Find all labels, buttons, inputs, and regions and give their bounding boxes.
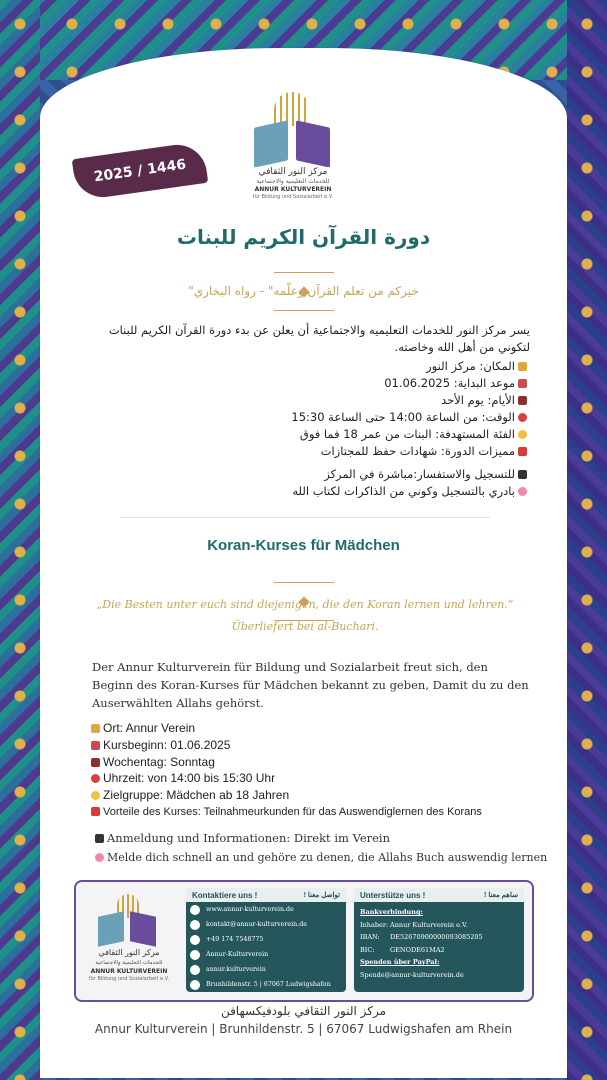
contact-header-de: Kontaktiere uns ! xyxy=(192,890,258,900)
list-item: الوقت: من الساعة 14:00 حتى الساعة 15:30 xyxy=(80,409,530,426)
bic-label: BIC: xyxy=(360,945,375,954)
ornament-divider xyxy=(270,262,338,272)
list-item: Melde dich schnell an und gehöre zu denen, die Allahs Buch auswendig lernen xyxy=(92,848,552,868)
sun-rays-icon xyxy=(274,92,310,126)
arabic-intro: يسر مركز النور للخدمات التعليميه والاجتماعية أن يعلن عن بدء دورة القرآن الكريم للبنات لتكوني من أهل الله وخاصته. xyxy=(108,323,530,354)
section-divider xyxy=(120,517,490,518)
list-item: للتسجيل والاستفسار:مباشرة في المركز xyxy=(80,466,530,483)
logo-arabic-sub: للخدمات التعليمية والاجتماعية xyxy=(256,178,330,185)
phone-icon xyxy=(518,470,527,479)
house-icon xyxy=(91,724,100,733)
list-item: Zielgruppe: Mädchen ab 18 Jahren xyxy=(88,787,548,804)
contact-address: Brunhildenstr. 5 | 67067 Ludwigshafen xyxy=(186,977,346,992)
iban-value: DE52670900000093085205 xyxy=(390,933,483,941)
bank-heading: Bankverbindung: xyxy=(360,908,423,916)
contact-email[interactable]: kontakt@annur-kulturverein.de xyxy=(186,917,346,932)
person-icon xyxy=(91,791,100,800)
year-ribbon: 2025 / 1446 xyxy=(72,141,209,201)
card-logo-sub: für Bildung und Sozialarbeit e.V. xyxy=(88,976,170,982)
german-quote-source: Überliefert bei al-Buchari. xyxy=(231,620,379,633)
phone-icon xyxy=(190,935,200,945)
paypal-heading: Spenden über PayPal: xyxy=(360,958,440,966)
arabic-details-list xyxy=(80,358,530,460)
german-details-list xyxy=(88,720,548,821)
contact-header xyxy=(186,888,346,902)
calendar-icon xyxy=(518,379,527,388)
mosaic-right-border xyxy=(567,0,607,1080)
contact-header-ar: تواصل معنا ! xyxy=(303,892,340,899)
card-logo-arabic: مركز النور الثقافي xyxy=(98,948,160,957)
house-icon xyxy=(518,362,527,371)
contact-phone[interactable]: +49 174 7548775 xyxy=(186,932,346,947)
logo-org-sub: für Bildung und Sozialarbeit e.V. xyxy=(252,194,334,200)
instagram-icon xyxy=(190,965,200,975)
clock-icon xyxy=(91,774,100,783)
location-icon xyxy=(190,980,200,990)
support-header-de: Unterstütze uns ! xyxy=(360,890,426,900)
support-header-ar: ساهم معنا ! xyxy=(484,892,518,899)
list-item: المكان: مركز النور xyxy=(80,358,530,375)
flower-icon xyxy=(95,853,104,862)
list-item: Kursbeginn: 01.06.2025 xyxy=(88,737,548,754)
card-logo-name: ANNUR KULTURVEREIN xyxy=(90,968,168,975)
contact-column xyxy=(186,888,346,992)
contact-website[interactable]: www.annur-kulturverein.de xyxy=(186,902,346,917)
list-item: Anmeldung und Informationen: Direkt im Verein xyxy=(92,828,552,848)
pin-icon xyxy=(518,447,527,456)
german-quote-line: „Die Besten unter euch sind diejenigen, die den Koran lernen und lehren.“ xyxy=(96,598,514,611)
support-column xyxy=(354,888,524,992)
list-item: بادري بالتسجيل وكوني من الذاكرات لكتاب الله xyxy=(80,483,530,500)
list-item: الفئة المستهدفة: البنات من عمر 18 فما فوق xyxy=(80,426,530,443)
web-icon xyxy=(190,905,200,915)
list-item: الأيام: يوم الأحد xyxy=(80,392,530,409)
contact-instagram[interactable]: annur.kulturverein xyxy=(186,962,346,977)
flower-icon xyxy=(518,487,527,496)
logo-org-name: ANNUR KULTURVEREIN xyxy=(254,186,332,193)
footer-german: Annur Kulturverein | Brunhildenstr. 5 | 67067 Ludwigshafen am Rhein xyxy=(94,1022,513,1036)
arabic-contact xyxy=(80,466,530,500)
open-book-left-icon xyxy=(98,911,124,947)
list-item: Ort: Annur Verein xyxy=(88,720,548,737)
calendar-icon xyxy=(91,741,100,750)
arabic-title: دورة القرآن الكريم للبنات xyxy=(176,225,431,249)
bank-details xyxy=(354,902,524,981)
german-contact xyxy=(92,828,552,868)
card-logo-arabic-sub: للخدمات التعليمية والاجتماعية xyxy=(95,960,163,966)
footer-arabic: مركز النور الثقافي بلودفيكسهافن xyxy=(220,1004,387,1018)
contact-card xyxy=(74,880,534,1002)
phone-icon xyxy=(95,834,104,843)
open-book-right-icon xyxy=(296,120,330,167)
card-logo xyxy=(84,890,174,990)
list-item: موعد البداية: 01.06.2025 xyxy=(80,375,530,392)
clock-icon xyxy=(518,413,527,422)
german-quote xyxy=(80,594,530,638)
iban-label: IBAN: xyxy=(360,933,380,941)
open-book-right-icon xyxy=(130,911,156,947)
logo-arabic-name: مركز النور الثقافي xyxy=(258,167,328,177)
ornament-divider xyxy=(270,572,338,582)
bic-value: GENODE61MA2 xyxy=(390,945,445,954)
holder-label: Inhaber: xyxy=(360,920,389,929)
list-item: Uhrzeit: von 14:00 bis 15:30 Uhr xyxy=(88,770,548,787)
paypal-email[interactable]: Spende@annur-kulturverein.de xyxy=(360,970,464,979)
person-icon xyxy=(518,430,527,439)
german-intro: Der Annur Kulturverein für Bildung und Sozialarbeit freut sich, den Beginn des Koran-Kurses für Mädchen bekannt zu geben, Damit du zu den Auserwählten Allahs gehörst. xyxy=(92,660,529,710)
bell-icon xyxy=(91,758,100,767)
email-icon xyxy=(190,920,200,930)
list-item: Vorteile des Kurses: Teilnahmeurkunden für das Auswendiglernen des Korans xyxy=(88,804,548,821)
facebook-icon xyxy=(190,950,200,960)
list-item: Wochentag: Sonntag xyxy=(88,754,548,771)
arabic-quote: خيركم من تعلم القرآن وعلّمه" - رواه البخاري" xyxy=(188,284,419,298)
support-header xyxy=(354,888,524,902)
german-title: Koran-Kurses für Mädchen xyxy=(207,537,400,554)
pin-icon xyxy=(91,807,100,816)
bell-icon xyxy=(518,396,527,405)
contact-facebook[interactable]: Annur-Kulturverein xyxy=(186,947,346,962)
open-book-left-icon xyxy=(254,120,288,167)
organization-logo xyxy=(248,84,338,200)
holder-value: Annur Kulturverein e.V. xyxy=(390,920,468,929)
mosaic-left-border xyxy=(0,0,40,1080)
list-item: مميزات الدورة: شهادات حفظ للمجتازات xyxy=(80,443,530,460)
